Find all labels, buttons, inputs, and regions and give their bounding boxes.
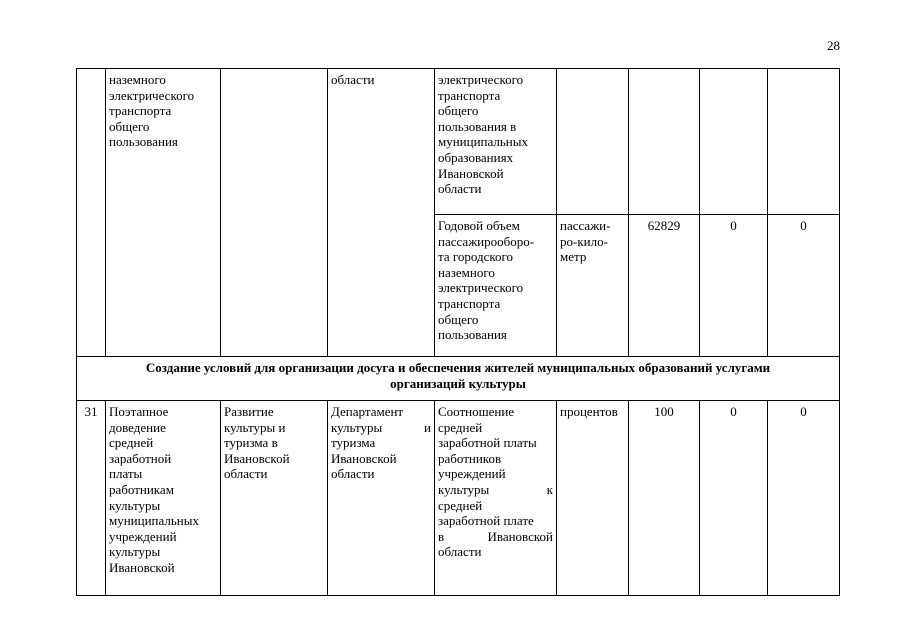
cell-indicator: Соотношение средней заработной платы работников учреждений культуры к средней заработной плате в Ивановской области [435, 401, 557, 596]
cell-value-2 [700, 69, 768, 215]
cell-program: Развитие культуры и туризма в Ивановской области [221, 401, 328, 596]
cell-measure-name: Поэтапное доведение средней заработной платы работникам культуры муниципальных учреждений культуры Ивановской [106, 401, 221, 596]
cell-num [77, 69, 106, 357]
table-row [77, 401, 840, 596]
cell-indicator: электрического транспорта общего пользования в муниципальных образованиях Ивановской области [435, 69, 557, 215]
cell-value-3 [768, 69, 840, 215]
cell-unit: пассажи- ро-кило- метр [557, 215, 629, 357]
cell-indicator: Годовой объем пассажирооборо- та городского наземного электрического транспорта общего пользования [435, 215, 557, 357]
cell-executor: Департамент культуры и туризма Ивановской области [328, 401, 435, 596]
section-row [77, 357, 840, 401]
cell-value-3: 0 [768, 215, 840, 357]
cell-value-3: 0 [768, 401, 840, 596]
program-table [76, 68, 840, 596]
table-row [77, 69, 840, 215]
cell-executor: области [328, 69, 435, 357]
cell-value-1 [629, 69, 700, 215]
cell-num: 31 [77, 401, 106, 596]
cell-unit: процентов [557, 401, 629, 596]
page-number: 28 [827, 38, 840, 53]
cell-unit [557, 69, 629, 215]
cell-value-2: 0 [700, 215, 768, 357]
cell-program [221, 69, 328, 357]
cell-value-2: 0 [700, 401, 768, 596]
cell-value-1: 100 [629, 401, 700, 596]
cell-value-1: 62829 [629, 215, 700, 357]
section-header: Создание условий для организации досуга и обеспечения жителей муниципальных образований услугами организаций культуры [77, 357, 840, 401]
cell-measure-name: наземного электрического транспорта общего пользования [106, 69, 221, 357]
